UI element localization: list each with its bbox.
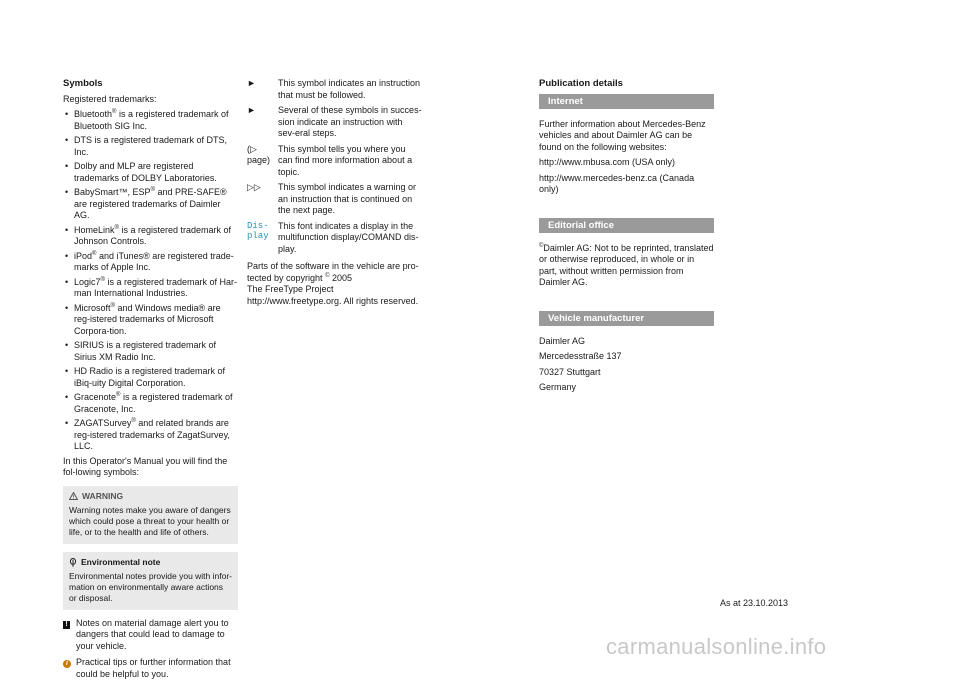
info-note-text: Practical tips or further information that could be helpful to you. bbox=[76, 657, 231, 679]
trademark-item: • Bluetooth® is a registered trademark of Bluetooth SIG Inc. bbox=[63, 109, 238, 132]
trademark-item: • Dolby and MLP are registered trademarks of DOLBY Laboratories. bbox=[63, 161, 238, 184]
date-stamp: As at 23.10.2013 bbox=[720, 598, 789, 608]
trademark-item: • BabySmart™, ESP® and PRE-SAFE® are registered trademarks of Daimler AG. bbox=[63, 187, 238, 222]
info-icon: i bbox=[63, 660, 71, 668]
legend-text: Several of these symbols in succes-sion indicate an instruction with sev-eral steps. bbox=[278, 105, 422, 138]
legend-row bbox=[247, 105, 422, 140]
trademark-item: • iPod® and iTunes® are registered trade-marks of Apple Inc. bbox=[63, 251, 238, 274]
manufacturer-line: 70327 Stuttgart bbox=[539, 366, 601, 377]
trademark-item: • SIRIUS is a registered trademark of Sirius XM Radio Inc. bbox=[63, 340, 238, 363]
trademarks-intro: Registered trademarks: bbox=[63, 93, 157, 104]
warning-box bbox=[63, 486, 238, 544]
warning-title: WARNING bbox=[82, 490, 124, 501]
software-note: Parts of the software in the vehicle are pro-tected by copyright © 2005 The FreeType Project http://www.freetype.org. All rights reserved. bbox=[247, 261, 419, 306]
manufacturer-line: Germany bbox=[539, 382, 577, 392]
publication-heading: Publication details bbox=[539, 78, 623, 89]
internet-text: Further information about Mercedes-Benz vehicles and about Daimler AG can be found on the following websites: bbox=[539, 118, 706, 152]
legend-row bbox=[247, 144, 422, 179]
legend-row bbox=[247, 221, 422, 256]
damage-note-text: Notes on material damage alert you to dangers that could lead to damage to your vehicle. bbox=[76, 617, 229, 651]
legend-text: This symbol tells you where you can find more information about a topic. bbox=[278, 143, 413, 177]
symbols-heading: Symbols bbox=[63, 78, 103, 89]
trademark-item: • Microsoft® and Windows media® are reg-istered trademarks of Microsoft Corpora-tion. bbox=[63, 303, 238, 338]
watermark: carmanualsonline.info bbox=[606, 634, 827, 659]
trademark-item: • HomeLink® is a registered trademark of Johnson Controls. bbox=[63, 225, 238, 248]
trademark-item: • DTS is a registered trademark of DTS, Inc. bbox=[63, 135, 238, 158]
symbol-legend-column bbox=[247, 78, 422, 311]
environment-box bbox=[63, 552, 238, 610]
legend-row bbox=[247, 182, 422, 217]
trademark-item: • Gracenote® is a registered trademark of Gracenote, Inc. bbox=[63, 392, 238, 415]
warning-text: Warning notes make you aware of dangers which could pose a threat to your health or life, or to the health and life of others. bbox=[69, 504, 231, 537]
page-reference-symbol: (▷ page) bbox=[247, 143, 271, 165]
display-font-sample: Dis- play bbox=[247, 220, 269, 241]
trademark-item: • ZAGATSurvey® and related brands are reg-istered trademarks of ZagatSurvey, LLC. bbox=[63, 418, 238, 453]
legend-text: This font indicates a display in the multifunction display/COMAND dis-play. bbox=[278, 220, 419, 254]
internet-url-canada[interactable]: http://www.mercedes-benz.ca (Canada only) bbox=[539, 172, 695, 194]
warning-triangle-icon bbox=[69, 492, 78, 500]
legend-row bbox=[247, 78, 422, 101]
editorial-bar: Editorial office bbox=[539, 218, 714, 233]
manufacturer-line: Mercedesstraße 137 bbox=[539, 351, 622, 361]
continued-symbol: ▷▷ bbox=[247, 182, 261, 192]
instruction-arrow-icon: ► bbox=[247, 105, 256, 115]
publication-column bbox=[539, 78, 714, 398]
environment-text: Environmental notes provide you with infor-mation on environmentally aware actions or disposal. bbox=[69, 570, 232, 603]
environment-title: Environmental note bbox=[81, 556, 161, 567]
trademark-item: • Logic7® is a registered trademark of Har-man International Industries. bbox=[63, 277, 238, 300]
trademark-list bbox=[63, 109, 238, 453]
manufacturer-line: Daimler AG bbox=[539, 335, 586, 346]
internet-bar: Internet bbox=[539, 94, 714, 109]
manufacturer-bar: Vehicle manufacturer bbox=[539, 311, 714, 326]
legend-text: This symbol indicates an instruction that must be followed. bbox=[278, 78, 421, 100]
info-note bbox=[63, 657, 238, 680]
environment-leaf-icon bbox=[69, 558, 77, 567]
damage-exclamation-icon: ! bbox=[63, 621, 70, 629]
symbols-intro: In this Operator's Manual you will find the fol-lowing symbols: bbox=[63, 455, 228, 477]
legend-text: This symbol indicates a warning or an instruction that is continued on the next page. bbox=[278, 182, 417, 215]
instruction-arrow-icon: ► bbox=[247, 78, 256, 88]
internet-url-usa[interactable]: http://www.mbusa.com (USA only) bbox=[539, 157, 676, 167]
editorial-text: ©Daimler AG: Not to be reprinted, translated or otherwise reproduced, in whole or in part, without written permission from Daimler AG. bbox=[539, 242, 714, 287]
symbols-column bbox=[63, 78, 238, 685]
trademark-item: • HD Radio is a registered trademark of iBiq-uity Digital Corporation. bbox=[63, 366, 238, 389]
damage-note bbox=[63, 618, 238, 653]
